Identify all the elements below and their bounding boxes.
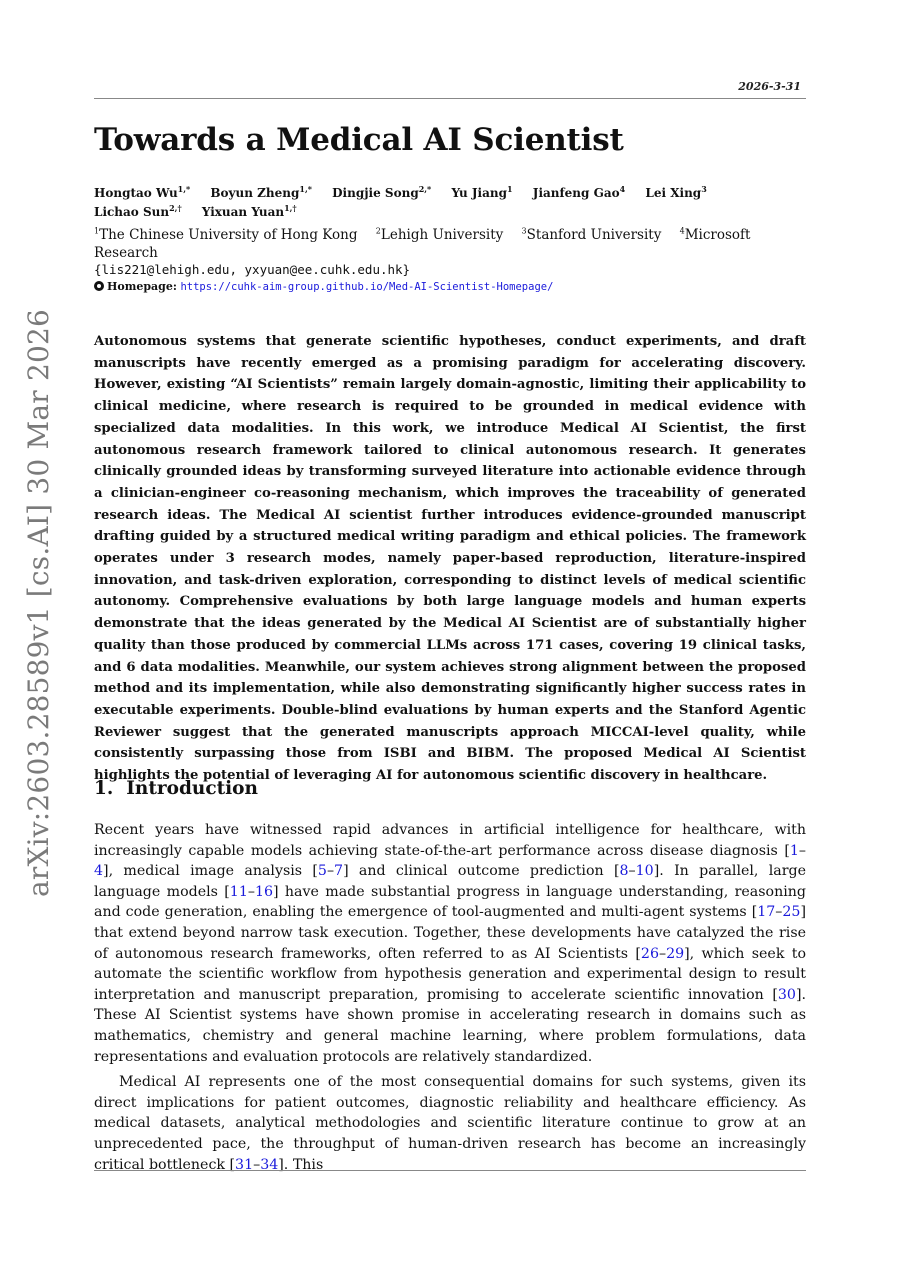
contact-emails: {lis221@lehigh.edu, yxyuan@ee.cuhk.edu.hk} — [94, 262, 411, 277]
section-number: 1. — [94, 778, 114, 799]
author-affiliation-marks: 2,* — [418, 184, 432, 194]
citation-link[interactable]: 30 — [777, 986, 796, 1003]
author-affiliation-marks: 1,* — [299, 184, 312, 194]
citation-link[interactable]: 34 — [260, 1156, 279, 1173]
author-name: Lei Xing$^3$ — [645, 184, 707, 200]
affiliation: $^3$Stanford University — [521, 226, 662, 243]
citation-link[interactable]: 25 — [782, 904, 801, 921]
arxiv-sidebar-stamp: arXiv:2603.28589v1 [cs.AI] 30 Mar 2026 — [22, 309, 55, 897]
author-name: Hongtao $Wu^{1,*}$ — [94, 184, 191, 200]
author-name: Lichao Sun$^{2,\dagger}$ — [94, 203, 182, 219]
author-name: Boyun Zheng$^{1,*}$ — [210, 184, 312, 200]
author-affiliation-marks: 1,† — [284, 203, 297, 213]
header-rule — [94, 98, 806, 99]
author-name: Yu Jiang$^1$ — [451, 184, 513, 200]
author-affiliation-marks: 1,* — [177, 184, 191, 194]
citation-link[interactable]: 17 — [757, 904, 776, 921]
citation-link[interactable]: 11 — [229, 883, 248, 900]
github-icon — [94, 281, 104, 291]
citation-link[interactable]: 31 — [235, 1156, 254, 1173]
affiliation: $^2$Lehigh University — [375, 226, 504, 243]
citation-link[interactable]: 29 — [666, 945, 685, 962]
section-title: Introduction — [126, 778, 258, 799]
affiliation-list — [94, 226, 754, 262]
affiliation: $^1$The Chinese University of Hong Kong — [94, 226, 358, 243]
homepage-link[interactable]: https://cuhk-aim-group.github.io/Med-AI-Scientist-Homepage/ — [180, 281, 554, 293]
citation-link[interactable]: 5 — [317, 863, 327, 880]
section-heading — [94, 778, 258, 799]
homepage-label: Homepage: — [107, 280, 177, 293]
paragraph: Recent years have witnessed rapid advances in artificial intelligence for healthcare, with increasingly capable models achieving state-of-the-art performance across disease diagnosis [1–4], medical image analysis [5–7] and clinical outcome prediction [8–10]. In parallel, large language models [11–16] have made substantial progress in language understanding, reasoning and code generation, enabling the emergence of tool-augmented and multi-agent systems [17–25] that extend beyond narrow task execution. Together, these developments have catalyzed the rise of autonomous research frameworks, often referred to as AI Scientists [26–29], which seek to automate the scientific workflow from hypothesis generation and experimental design to result interpretation and manuscript preparation, promising to accelerate scientific innovation [30]. These AI Scientist systems have shown promise in accelerating research in domains such as mathematics, chemistry and general machine learning, where problem formulations, data representations and evaluation protocols are relatively standardized. — [94, 822, 806, 1065]
header-date: 2026-3-31 — [738, 80, 801, 93]
body-text — [94, 820, 806, 1180]
author-name: Dingjie Song$^{2,*}$ — [332, 184, 432, 200]
citation-link[interactable]: 4 — [94, 863, 104, 880]
citation-link[interactable]: 7 — [334, 863, 344, 880]
citation-link[interactable]: 10 — [635, 863, 654, 880]
paper-title: Towards a Medical AI Scientist — [94, 122, 624, 158]
author-affiliation-marks: 4 — [619, 184, 626, 194]
citation-link[interactable]: 1 — [789, 842, 799, 859]
author-affiliation-marks: 1 — [507, 184, 513, 194]
affiliation: $^4$Microsoft Research — [94, 226, 751, 261]
abstract: Autonomous systems that generate scientific hypotheses, conduct experiments, and draft manuscripts have recently emerged as a promising paradigm for accelerating discovery. However, existing “AI Scientists” remain largely domain-agnostic, limiting their applicability to clinical medicine, where research is required to be grounded in medical evidence with specialized data modalities. In this work, we introduce Medical AI Scientist, the first autonomous research framework tailored to clinical autonomous research. It generates clinically grounded ideas by transforming surveyed literature into actionable evidence through a clinician-engineer co-reasoning mechanism, which improves the traceability of generated research ideas. The Medical AI scientist further introduces evidence-grounded manuscript drafting guided by a structured medical writing paradigm and ethical policies. The framework operates under 3 research modes, namely paper-based reproduction, literature-inspired innovation, and task-driven exploration, corresponding to distinct levels of medical scientific autonomy. Comprehensive evaluations by both large language models and human experts demonstrate that the ideas generated by the Medical AI Scientist are of substantially higher quality than those produced by commercial LLMs across 171 cases, covering 19 clinical tasks, and 6 data modalities. Meanwhile, our system achieves strong alignment between the proposed method and its implementation, while also demonstrating significantly higher success rates in executable experiments. Double-blind evaluations by human experts and the Stanford Agentic Reviewer suggest that the generated manuscripts approach MICCAI-level quality, while consistently surpassing those from ISBI and BIBM. The proposed Medical AI Scientist highlights the potential of leveraging AI for autonomous scientific discovery in healthcare. — [94, 334, 806, 784]
author-affiliation-marks: 3 — [701, 184, 707, 194]
citation-link[interactable]: 26 — [640, 945, 659, 962]
homepage-line — [94, 280, 553, 293]
author-name: Jianfeng Gao$^4$ — [532, 184, 626, 200]
author-list — [94, 184, 806, 222]
citation-link[interactable]: 16 — [254, 883, 274, 900]
author-affiliation-marks: 2,† — [169, 203, 182, 213]
paragraph: Medical AI represents one of the most consequential domains for such systems, given its direct implications for patient outcomes, diagnostic reliability and healthcare efficiency. As medical datasets, analytical methodologies and scientific literature continue to grow at an unprecedented pace, the throughput of human-driven research has become an increasingly critical bottleneck [31–34]. This — [94, 1074, 806, 1173]
author-name: Yixuan Yuan$^{1,\dagger}$ — [201, 203, 297, 219]
citation-link[interactable]: 8 — [619, 863, 629, 880]
footer-rule — [94, 1170, 806, 1171]
